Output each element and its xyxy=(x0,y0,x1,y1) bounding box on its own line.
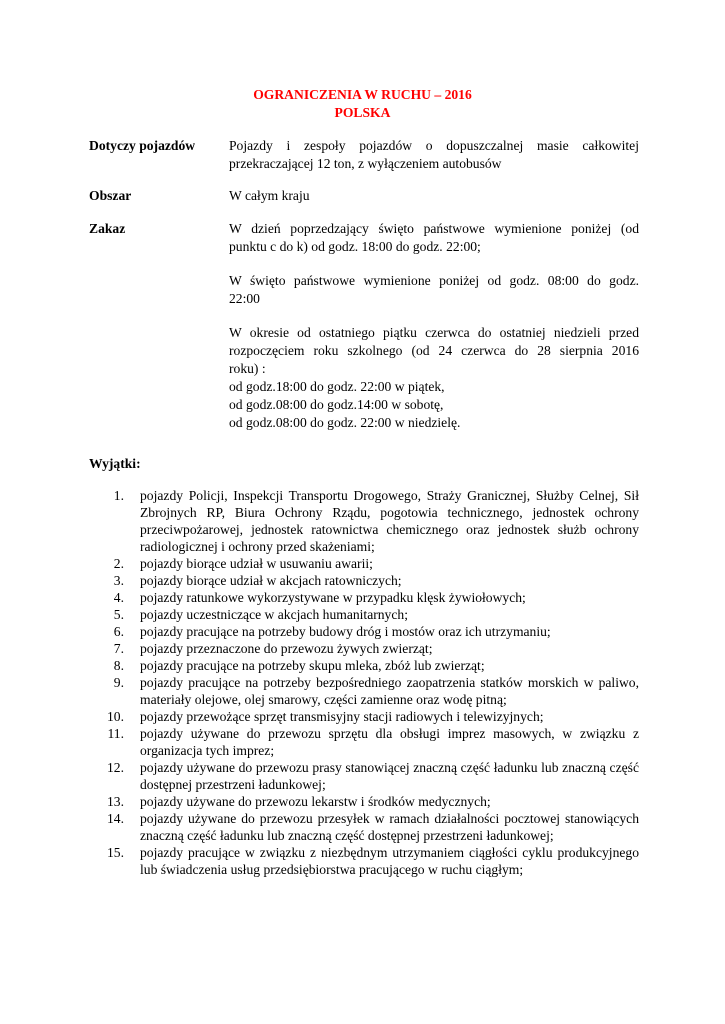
list-item xyxy=(104,657,639,674)
area-value xyxy=(229,187,639,205)
list-item-text: pojazdy uczestniczące w akcjach humanitarnych; xyxy=(140,607,408,622)
list-item-text: pojazdy Policji, Inspekcji Transportu Drogowego, Straży Granicznej, Służby Celnej, Sił Zbrojnych RP, Biura Ochrony Rządu, pogotowia technicznego, jednostek ochrony przeciwpożarowej, jednostek ratownictwa chemicznego oraz jednostek służb ochrony radiologicznej i ochrony przed skażeniami; xyxy=(140,488,639,554)
ban-value xyxy=(229,220,639,432)
ban-line: rozpoczęciem roku szkolnego (od 24 czerwca do 28 sierpnia 2016 xyxy=(229,343,639,358)
list-item-text: pojazdy pracujące na potrzeby budowy dróg i mostów oraz ich utrzymaniu; xyxy=(140,624,551,639)
list-item xyxy=(104,725,639,759)
ban-line: punktu c do k) od godz. 18:00 do godz. 22:00; xyxy=(229,239,481,254)
list-item-number: 6. xyxy=(113,624,124,639)
ban-line: W dzień poprzedzający święto państwowe wymienione poniżej (od xyxy=(229,221,639,236)
list-item xyxy=(104,810,639,844)
list-item-text: pojazdy biorące udział w akcjach ratowniczych; xyxy=(140,573,402,588)
ban-line: roku) : xyxy=(229,361,266,376)
ban-line: 22:00 xyxy=(229,291,260,306)
list-item xyxy=(104,589,639,606)
list-item-number: 7. xyxy=(113,641,124,656)
list-item-number: 15. xyxy=(107,845,124,860)
list-item-text: pojazdy przeznaczone do przewozu żywych zwierząt; xyxy=(140,641,433,656)
list-item-text: pojazdy przewożące sprzęt transmisyjny stacji radiowych i telewizyjnych; xyxy=(140,709,544,724)
list-item-number: 11. xyxy=(107,726,124,741)
list-item xyxy=(104,640,639,657)
list-item xyxy=(104,555,639,572)
list-item-number: 13. xyxy=(107,794,124,809)
list-item-number: 3. xyxy=(113,573,124,588)
list-item-text: pojazdy pracujące na potrzeby skupu mleka, zbóż lub zwierząt; xyxy=(140,658,485,673)
list-item-text: pojazdy biorące udział w usuwaniu awarii; xyxy=(140,556,373,571)
list-item-text: pojazdy pracujące na potrzeby bezpośredniego zaopatrzenia statków morskich w paliwo, materiały olejowe, olej smarowy, części zamienne oraz wodę pitną; xyxy=(140,675,639,707)
ban-label: Zakaz xyxy=(89,221,126,236)
vehicles-value-line: Pojazdy i zespoły pojazdów o dopuszczalnej masie całkowitej xyxy=(229,138,639,153)
list-item-number: 4. xyxy=(113,590,124,605)
list-item-text: pojazdy używane do przewozu prasy stanowiącej znaczną część ładunku lub znaczną część dostępnej przestrzeni ładunkowej; xyxy=(140,760,639,792)
list-item-text: pojazdy używane do przewozu przesyłek w ramach działalności pocztowej stanowiących znaczną część ładunku lub znaczną część dostępnej przestrzeni ładunkowej; xyxy=(140,811,639,843)
list-item-number: 14. xyxy=(107,811,124,826)
list-item xyxy=(104,623,639,640)
list-item xyxy=(104,793,639,810)
exceptions-heading: Wyjątki: xyxy=(89,456,141,471)
list-item-text: pojazdy używane do przewozu sprzętu dla obsługi imprez masowych, w związku z organizacja tych imprez; xyxy=(140,726,639,758)
ban-line: W okresie od ostatniego piątku czerwca do ostatniej niedzieli przed xyxy=(229,325,639,340)
ban-line: od godz.08:00 do godz. 22:00 w niedzielę. xyxy=(229,415,461,430)
vehicles-value-line: przekraczającej 12 ton, z wyłączeniem autobusów xyxy=(229,156,502,171)
vehicles-value xyxy=(229,137,639,173)
area-label: Obszar xyxy=(89,188,132,203)
list-item xyxy=(104,674,639,708)
list-item-text: pojazdy używane do przewozu lekarstw i środków medycznych; xyxy=(140,794,491,809)
list-item xyxy=(104,487,639,555)
list-item-number: 10. xyxy=(107,709,124,724)
list-item-text: pojazdy pracujące w związku z niezbędnym utrzymaniem ciągłości cyklu produkcyjnego lub świadczenia usług przedsiębiorstwa pracującego w ruchu ciągłym; xyxy=(140,845,639,877)
list-item-number: 9. xyxy=(113,675,124,690)
area-value-line: W całym kraju xyxy=(229,188,310,203)
ban-line: od godz.08:00 do godz.14:00 w sobotę, xyxy=(229,397,444,412)
list-item xyxy=(104,759,639,793)
list-item xyxy=(104,844,639,878)
list-item-number: 2. xyxy=(113,556,124,571)
vehicles-label: Dotyczy pojazdów xyxy=(89,138,196,153)
document-subtitle: POLSKA xyxy=(334,105,391,120)
ban-line: W święto państwowe wymienione poniżej od godz. 08:00 do godz. xyxy=(229,273,639,288)
list-item xyxy=(104,572,639,589)
list-item-number: 1. xyxy=(113,488,124,503)
list-item-text: pojazdy ratunkowe wykorzystywane w przypadku klęsk żywiołowych; xyxy=(140,590,526,605)
document-title: OGRANICZENIA W RUCHU – 2016 xyxy=(253,87,472,102)
ban-line: od godz.18:00 do godz. 22:00 w piątek, xyxy=(229,379,445,394)
list-item-number: 12. xyxy=(107,760,124,775)
list-item-number: 8. xyxy=(113,658,124,673)
exceptions-list xyxy=(104,487,639,878)
list-item-number: 5. xyxy=(113,607,124,622)
list-item xyxy=(104,606,639,623)
list-item xyxy=(104,708,639,725)
